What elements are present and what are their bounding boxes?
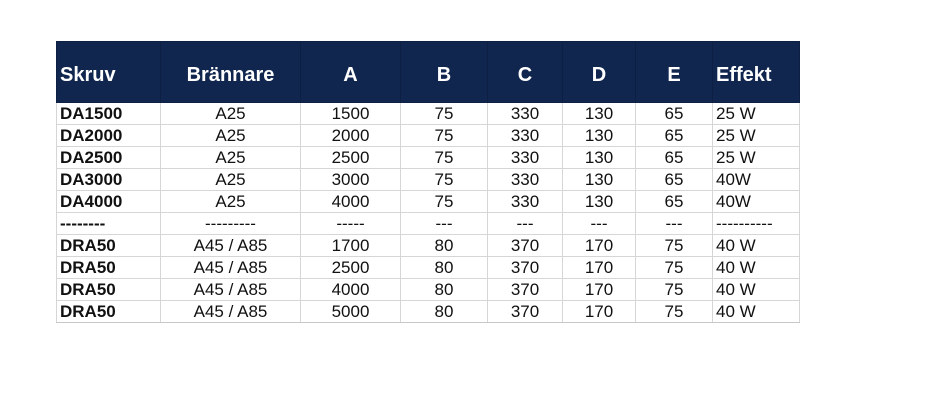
cell-a: 2000 [301,125,401,147]
cell-effekt: 40W [713,191,800,213]
table-row [57,257,800,279]
cell-skruv: DA1500 [57,103,161,125]
cell-b: 75 [401,125,488,147]
cell-skruv: DA3000 [57,169,161,191]
cell-brannare: A45 / A85 [161,301,301,323]
cell-brannare: A25 [161,191,301,213]
cell-c: 330 [488,191,563,213]
cell-c: --- [488,213,563,235]
cell-c: 330 [488,125,563,147]
cell-d: 130 [563,169,636,191]
cell-b: --- [401,213,488,235]
cell-skruv: DA4000 [57,191,161,213]
header-b: B [401,42,488,103]
cell-e: 75 [636,235,713,257]
cell-b: 75 [401,169,488,191]
cell-a: 3000 [301,169,401,191]
cell-c: 370 [488,279,563,301]
cell-a: 1500 [301,103,401,125]
cell-b: 75 [401,147,488,169]
cell-b: 75 [401,191,488,213]
cell-skruv: -------- [57,213,161,235]
cell-d: 170 [563,257,636,279]
cell-brannare: A45 / A85 [161,235,301,257]
cell-effekt: 25 W [713,125,800,147]
cell-d: 130 [563,125,636,147]
cell-skruv: DA2500 [57,147,161,169]
cell-effekt: 25 W [713,103,800,125]
cell-d: 170 [563,279,636,301]
cell-skruv: DRA50 [57,279,161,301]
table-row [57,125,800,147]
cell-d: 170 [563,235,636,257]
cell-e: 75 [636,257,713,279]
cell-d: --- [563,213,636,235]
cell-a: 5000 [301,301,401,323]
header-e: E [636,42,713,103]
table-row [57,103,800,125]
header-a: A [301,42,401,103]
table-row [57,213,800,235]
cell-c: 370 [488,301,563,323]
cell-brannare: A45 / A85 [161,279,301,301]
header-brannare: Brännare [161,42,301,103]
cell-skruv: DRA50 [57,301,161,323]
cell-e: 65 [636,169,713,191]
header-c: C [488,42,563,103]
cell-brannare: A25 [161,169,301,191]
cell-c: 330 [488,147,563,169]
cell-a: 4000 [301,191,401,213]
table-row [57,191,800,213]
cell-brannare: A25 [161,125,301,147]
cell-e: 75 [636,301,713,323]
cell-brannare: A45 / A85 [161,257,301,279]
cell-e: --- [636,213,713,235]
cell-b: 80 [401,279,488,301]
cell-a: 1700 [301,235,401,257]
cell-effekt: 40 W [713,301,800,323]
cell-a: ----- [301,213,401,235]
cell-d: 130 [563,191,636,213]
header-row [57,42,800,103]
cell-c: 370 [488,235,563,257]
table-row [57,279,800,301]
table-row [57,235,800,257]
cell-brannare: --------- [161,213,301,235]
cell-e: 75 [636,279,713,301]
cell-b: 80 [401,235,488,257]
cell-e: 65 [636,103,713,125]
cell-effekt: 40W [713,169,800,191]
table-row [57,169,800,191]
cell-skruv: DRA50 [57,257,161,279]
cell-e: 65 [636,191,713,213]
cell-c: 330 [488,103,563,125]
cell-b: 75 [401,103,488,125]
table-body [57,103,800,323]
cell-effekt: 40 W [713,279,800,301]
cell-e: 65 [636,147,713,169]
cell-skruv: DA2000 [57,125,161,147]
cell-effekt: 40 W [713,235,800,257]
spec-table [56,41,800,323]
cell-effekt: 25 W [713,147,800,169]
cell-brannare: A25 [161,147,301,169]
header-d: D [563,42,636,103]
cell-e: 65 [636,125,713,147]
cell-b: 80 [401,301,488,323]
table-row [57,301,800,323]
cell-c: 330 [488,169,563,191]
cell-c: 370 [488,257,563,279]
cell-effekt: ---------- [713,213,800,235]
cell-d: 130 [563,103,636,125]
cell-a: 2500 [301,257,401,279]
cell-d: 130 [563,147,636,169]
header-skruv: Skruv [57,42,161,103]
header-effekt: Effekt [713,42,800,103]
cell-a: 4000 [301,279,401,301]
cell-brannare: A25 [161,103,301,125]
cell-d: 170 [563,301,636,323]
table-row [57,147,800,169]
cell-effekt: 40 W [713,257,800,279]
cell-b: 80 [401,257,488,279]
cell-a: 2500 [301,147,401,169]
cell-skruv: DRA50 [57,235,161,257]
